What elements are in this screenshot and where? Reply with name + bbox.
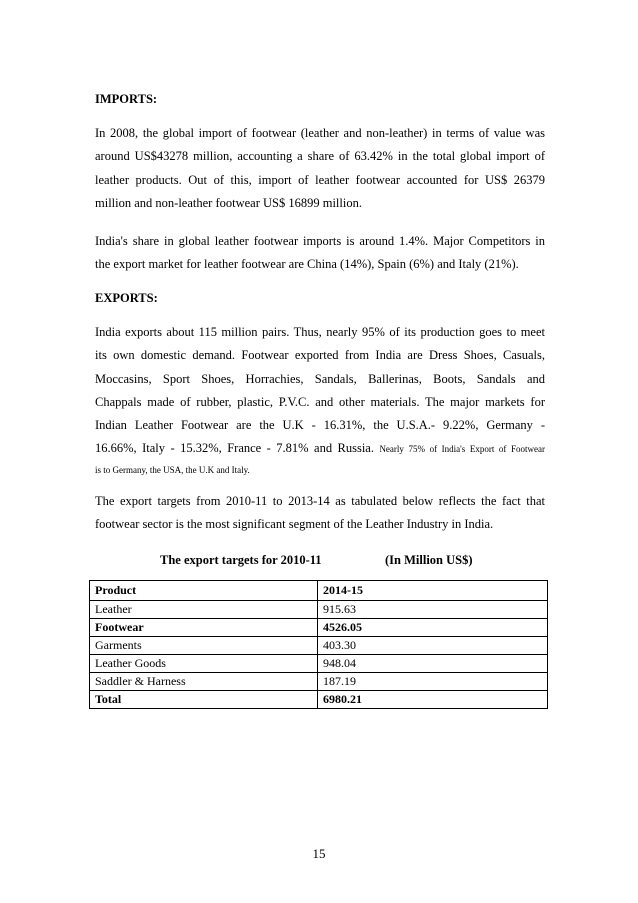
column-header-product: Product <box>90 581 318 601</box>
table-row <box>90 619 548 637</box>
product-cell: Garments <box>90 637 318 655</box>
text-line <box>95 437 545 460</box>
text-line: In 2008, the global import of footwear (leather and non-leather) in terms of value was <box>95 126 545 140</box>
imports-paragraph-1 <box>95 122 545 215</box>
export-targets-table <box>89 580 548 709</box>
page-number: 15 <box>312 846 326 861</box>
table-header-row <box>90 581 548 601</box>
value-cell: 915.63 <box>318 601 548 619</box>
text-line: The export targets from 2010-11 to 2013-14 as tabulated below reflects the fact that <box>95 494 545 508</box>
value-cell: 6980.21 <box>318 691 548 709</box>
table-row <box>90 655 548 673</box>
text-line: million and non-leather footwear US$ 16899 million. <box>95 195 362 210</box>
table-row <box>90 601 548 619</box>
exports-heading: EXPORTS: <box>95 291 158 305</box>
product-cell: Saddler & Harness <box>90 673 318 691</box>
text-line: Chappals made of rubber, plastic, P.V.C. and other materials. The major markets for <box>95 394 545 409</box>
text-line: footwear sector is the most significant segment of the Leather Industry in India. <box>95 517 494 532</box>
imports-heading: IMPORTS: <box>95 92 158 106</box>
table-row <box>90 637 548 655</box>
column-header-year: 2014-15 <box>318 581 548 601</box>
imports-paragraph-2 <box>95 230 545 277</box>
text-line: its own domestic demand. Footwear exported from India are Dress Shoes, Casuals, <box>95 348 545 363</box>
text-line: Indian Leather Footwear are the U.K - 16.31%, the U.S.A.- 9.22%, Germany - <box>95 418 545 433</box>
product-cell: Leather Goods <box>90 655 318 673</box>
product-cell: Total <box>90 691 318 709</box>
footnote-text: Nearly 75% of India's Export of Footwear <box>379 444 545 455</box>
table-row <box>90 673 548 691</box>
product-cell: Leather <box>90 601 318 619</box>
table-total-row <box>90 691 548 709</box>
value-cell: 4526.05 <box>318 619 548 637</box>
exports-paragraph <box>95 321 545 479</box>
table-caption: The export targets for 2010-11 <box>160 553 322 567</box>
table-unit: (In Million US$) <box>385 553 473 567</box>
text-line: Moccasins, Sport Shoes, Horrachies, Sandals, Ballerinas, Boots, Sandals and <box>95 371 545 386</box>
value-cell: 948.04 <box>318 655 548 673</box>
text-span: 16.66%, Italy - 15.32%, France - 7.81% and Russia. <box>95 441 374 456</box>
text-line: India's share in global leather footwear imports is around 1.4%. Major Competitors in <box>95 234 545 248</box>
footnote-text: is to Germany, the USA, the U.K and Italy. <box>95 464 250 475</box>
value-cell: 187.19 <box>318 673 548 691</box>
text-line: the export market for leather footwear are China (14%), Spain (6%) and Italy (21%). <box>95 257 519 272</box>
targets-paragraph <box>95 490 545 537</box>
product-cell: Footwear <box>90 619 318 637</box>
text-line: India exports about 115 million pairs. Thus, nearly 95% of its production goes to meet <box>95 325 545 339</box>
text-line: leather products. Out of this, import of leather footwear accounted for US$ 26379 <box>95 172 545 187</box>
text-line: around US$43278 million, accounting a share of 63.42% in the total global import of <box>95 149 545 164</box>
value-cell: 403.30 <box>318 637 548 655</box>
